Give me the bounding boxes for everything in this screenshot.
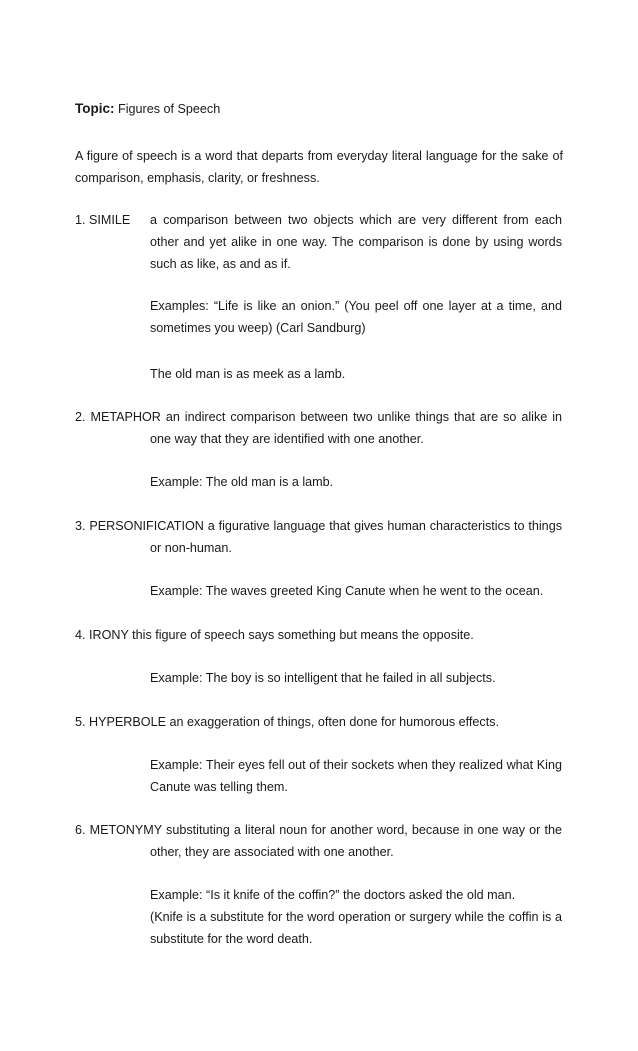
simile-def-3: such as like, as and as if. (150, 257, 291, 271)
irony-line-1: 4. IRONY this figure of speech says something but means the opposite. (75, 628, 474, 642)
simile-def-2: other and yet alike in one way. The comparison is done by using words (150, 235, 562, 249)
hyperbole-example-1: Example: Their eyes fell out of their sockets when they realized what King (150, 758, 562, 772)
metonymy-example-2: (Knife is a substitute for the word operation or surgery while the coffin is a (150, 910, 562, 924)
topic-line (75, 101, 220, 117)
hyperbole-example-2: Canute was telling them. (150, 780, 288, 794)
simile-def-1: a comparison between two objects which are very different from each (150, 213, 562, 227)
topic-label: Topic: (75, 101, 115, 116)
metaphor-line-2: one way that they are identified with one another. (150, 432, 424, 446)
simile-example-1b: sometimes you weep) (Carl Sandburg) (150, 321, 366, 335)
metonymy-line-2: other, they are associated with one another. (150, 845, 394, 859)
hyperbole-line-1: 5. HYPERBOLE an exaggeration of things, often done for humorous effects. (75, 715, 500, 729)
intro-line-1: A figure of speech is a word that departs from everyday literal language for the sake of (75, 149, 563, 163)
metonymy-example-3: substitute for the word death. (150, 932, 313, 946)
intro-line-2: comparison, emphasis, clarity, or freshness. (75, 171, 320, 185)
irony-example: Example: The boy is so intelligent that he failed in all subjects. (150, 671, 496, 685)
metaphor-line-1: 2. METAPHOR an indirect comparison between two unlike things that are so alike in (75, 410, 562, 424)
metaphor-example: Example: The old man is a lamb. (150, 475, 334, 489)
simile-example-1: Examples: “Life is like an onion.” (You peel off one layer at a time, and (150, 299, 562, 313)
personification-line-2: or non-human. (150, 541, 232, 555)
simile-example-2: The old man is as meek as a lamb. (150, 367, 346, 381)
topic-value: Figures of Speech (118, 102, 221, 116)
personification-line-1: 3. PERSONIFICATION a figurative language that gives human characteristics to things (75, 519, 562, 533)
personification-example: Example: The waves greeted King Canute when he went to the ocean. (150, 584, 544, 598)
metonymy-line-1: 6. METONYMY substituting a literal noun for another word, because in one way or the (75, 823, 562, 837)
simile-term: 1. SIMILE (75, 213, 131, 227)
metonymy-example-1: Example: “Is it knife of the coffin?” the doctors asked the old man. (150, 888, 516, 902)
